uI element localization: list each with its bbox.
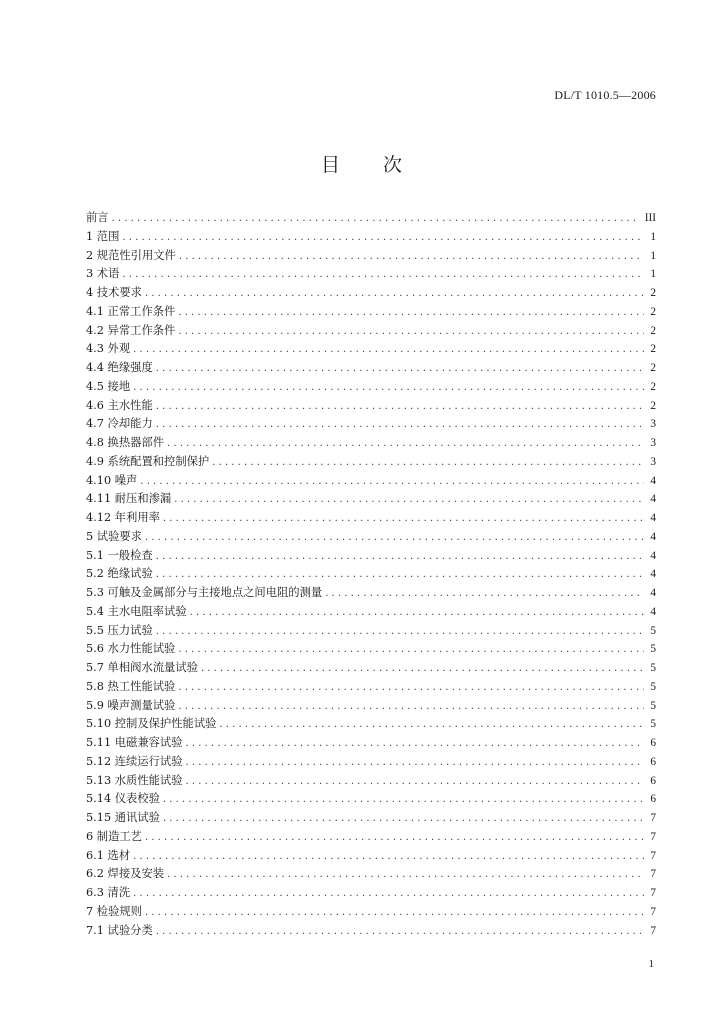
toc-entry-page: 7 <box>650 849 656 862</box>
dot-leader <box>156 398 645 417</box>
toc-entry-label: 4.5 接地 <box>86 379 131 393</box>
dot-leader <box>145 904 644 923</box>
toc-entry-page: 4 <box>650 512 656 524</box>
toc-entry[interactable] <box>86 734 656 753</box>
toc-entry[interactable] <box>86 415 656 434</box>
toc-entry-page: 5 <box>650 699 656 712</box>
toc-title-part1: 目 <box>320 154 341 176</box>
toc-entry-label: 5.7 单相阀水流量试验 <box>86 661 198 674</box>
toc-entry[interactable] <box>86 340 656 359</box>
toc-entry-label: 5.4 主水电阻率试验 <box>86 604 187 618</box>
toc-entry-page: 7 <box>650 812 656 824</box>
toc-entry-page: 2 <box>650 399 656 412</box>
toc-entry-page: 2 <box>650 380 656 393</box>
dot-leader <box>156 360 645 379</box>
dot-leader <box>156 416 645 435</box>
toc-entry-label: 2 规范性引用文件 <box>86 248 176 262</box>
toc-entry-label: 1 范围 <box>86 229 120 243</box>
dot-leader <box>140 473 644 492</box>
toc-entry[interactable] <box>86 678 656 697</box>
toc-entry-page: 5 <box>650 718 656 731</box>
dot-leader <box>212 454 644 473</box>
toc-entry-page: 5 <box>650 624 656 637</box>
toc-entry[interactable] <box>86 265 656 284</box>
dot-leader <box>186 773 645 792</box>
toc-entry-label: 7 检验规则 <box>86 904 142 918</box>
toc-entry[interactable] <box>86 397 656 416</box>
dot-leader <box>122 229 644 248</box>
dot-leader <box>178 304 644 323</box>
toc-entry-label: 5.10 控制及保护性能试验 <box>86 717 217 731</box>
toc-entry-label: 4.8 换热器部件 <box>86 436 165 449</box>
toc-title <box>0 150 724 177</box>
toc-entry-page: 2 <box>650 305 656 318</box>
toc-entry[interactable] <box>86 453 656 472</box>
toc-entry[interactable] <box>86 528 656 547</box>
dot-leader <box>163 791 644 810</box>
toc-entry-page: 6 <box>650 737 656 749</box>
toc-entry[interactable] <box>86 359 656 378</box>
toc-entry-label: 5.14 仪表校验 <box>86 792 160 806</box>
dot-leader <box>112 210 639 229</box>
toc-entry[interactable] <box>86 715 656 734</box>
toc-entry-label: 4.12 年利用率 <box>86 511 160 524</box>
dot-leader <box>178 679 644 698</box>
toc-entry-label: 6.3 清洗 <box>86 886 131 899</box>
table-of-contents <box>86 209 656 940</box>
toc-entry-label: 5.11 电磁兼容试验 <box>86 736 183 749</box>
toc-entry-label: 5 试验要求 <box>86 529 142 543</box>
toc-entry[interactable] <box>86 509 656 528</box>
toc-entry-page: 2 <box>650 287 656 299</box>
dot-leader <box>219 716 644 735</box>
toc-entry[interactable] <box>86 378 656 397</box>
dot-leader <box>133 885 644 904</box>
document-code: DL/T 1010.5—2006 <box>554 88 656 102</box>
toc-entry[interactable] <box>86 247 656 266</box>
toc-entry-label: 5.8 热工性能试验 <box>86 679 176 693</box>
dot-leader <box>163 810 644 829</box>
toc-entry[interactable] <box>86 303 656 322</box>
toc-entry-label: 4.10 噪声 <box>86 473 138 487</box>
toc-entry-page: III <box>644 212 656 224</box>
dot-leader <box>179 248 644 267</box>
toc-entry-page: 5 <box>650 643 656 656</box>
toc-entry[interactable] <box>86 284 656 303</box>
toc-entry-page: 6 <box>650 774 656 787</box>
dot-leader <box>156 923 645 942</box>
toc-entry[interactable] <box>86 772 656 791</box>
toc-entry[interactable] <box>86 697 656 716</box>
toc-entry-page: 4 <box>650 549 656 562</box>
toc-entry-label: 4 技术要求 <box>86 286 142 299</box>
dot-leader <box>167 866 644 885</box>
toc-entry-page: 6 <box>650 755 656 768</box>
toc-entry-label: 5.13 水质性能试验 <box>86 773 183 787</box>
dot-leader <box>186 735 645 754</box>
dot-leader <box>156 566 645 585</box>
toc-entry-label: 5.9 噪声测量试验 <box>86 698 176 712</box>
toc-entry[interactable] <box>86 790 656 809</box>
toc-entry[interactable] <box>86 322 656 341</box>
dot-leader <box>133 341 644 360</box>
toc-entry-label: 6 制造工艺 <box>86 829 142 843</box>
toc-entry-label: 3 术语 <box>86 267 120 281</box>
toc-entry-label: 4.11 耐压和渗漏 <box>86 492 172 506</box>
toc-entry[interactable] <box>86 847 656 866</box>
dot-leader <box>163 510 644 529</box>
toc-entry-label: 5.2 绝缘试验 <box>86 567 153 581</box>
toc-entry-page: 7 <box>650 830 656 843</box>
dot-leader <box>122 266 644 285</box>
toc-entry[interactable] <box>86 828 656 847</box>
dot-leader <box>133 848 644 867</box>
dot-leader <box>145 285 644 304</box>
toc-entry-label: 4.2 异常工作条件 <box>86 323 176 337</box>
toc-entry-page: 6 <box>650 793 656 806</box>
toc-entry-page: 4 <box>650 530 656 543</box>
toc-entry-label: 4.6 主水性能 <box>86 398 153 412</box>
toc-title-part2: 次 <box>383 154 404 176</box>
toc-entry-page: 4 <box>650 587 656 599</box>
toc-entry-label: 7.1 试验分类 <box>86 923 153 937</box>
toc-entry-page: 4 <box>650 474 656 487</box>
toc-entry-page: 7 <box>650 924 656 937</box>
toc-entry[interactable] <box>86 659 656 678</box>
dot-leader <box>145 529 644 548</box>
toc-entry-label: 前言 <box>86 211 109 224</box>
dot-leader <box>174 491 644 510</box>
dot-leader <box>156 623 645 642</box>
toc-entry-label: 5.1 一般检查 <box>86 548 153 562</box>
dot-leader <box>178 323 644 342</box>
toc-entry-label: 5.5 压力试验 <box>86 623 153 637</box>
toc-entry[interactable] <box>86 209 656 228</box>
toc-entry[interactable] <box>86 228 656 247</box>
dot-leader <box>178 698 644 717</box>
toc-entry-page: 3 <box>650 418 656 431</box>
toc-entry-label: 4.9 系统配置和控制保护 <box>86 454 210 468</box>
toc-entry-page: 4 <box>650 493 656 506</box>
page-number: 1 <box>648 958 654 970</box>
toc-entry-label: 4.4 绝缘强度 <box>86 361 153 374</box>
toc-entry-page: 2 <box>650 343 656 356</box>
toc-entry-label: 4.1 正常工作条件 <box>86 304 176 318</box>
toc-entry-page: 2 <box>650 324 656 337</box>
toc-entry-page: 3 <box>650 437 656 449</box>
toc-entry-page: 2 <box>650 362 656 374</box>
toc-entry[interactable] <box>86 490 656 509</box>
toc-entry-label: 5.12 连续运行试验 <box>86 754 183 768</box>
toc-entry[interactable] <box>86 565 656 584</box>
toc-entry[interactable] <box>86 884 656 903</box>
toc-entry[interactable] <box>86 603 656 622</box>
toc-entry-label: 5.3 可触及金属部分与主接地点之间电阻的测量 <box>86 586 323 599</box>
toc-entry[interactable] <box>86 865 656 884</box>
dot-leader <box>325 585 644 604</box>
toc-entry[interactable] <box>86 434 656 453</box>
dot-leader <box>178 641 644 660</box>
toc-entry-page: 1 <box>650 230 656 243</box>
toc-entry-label: 4.7 冷却能力 <box>86 417 153 431</box>
toc-entry-page: 5 <box>650 680 656 693</box>
toc-entry[interactable] <box>86 622 656 641</box>
dot-leader <box>201 660 644 679</box>
dot-leader <box>186 754 645 773</box>
toc-entry-label: 6.2 焊接及安装 <box>86 867 165 881</box>
toc-entry[interactable] <box>86 753 656 772</box>
dot-leader <box>156 548 645 567</box>
toc-entry-label: 5.15 通讯试验 <box>86 811 160 824</box>
toc-entry-page: 4 <box>650 605 656 618</box>
dot-leader <box>190 604 645 623</box>
toc-entry[interactable] <box>86 472 656 491</box>
toc-entry-page: 7 <box>650 887 656 899</box>
toc-entry-label: 4.3 外观 <box>86 342 131 356</box>
toc-entry[interactable] <box>86 922 656 941</box>
toc-entry[interactable] <box>86 547 656 566</box>
toc-entry[interactable] <box>86 903 656 922</box>
toc-entry-page: 3 <box>650 455 656 468</box>
toc-entry-page: 1 <box>650 249 656 262</box>
dot-leader <box>133 379 644 398</box>
toc-entry[interactable] <box>86 584 656 603</box>
toc-entry-page: 1 <box>650 268 656 281</box>
toc-entry[interactable] <box>86 640 656 659</box>
toc-entry[interactable] <box>86 809 656 828</box>
toc-entry-page: 5 <box>650 662 656 674</box>
dot-leader <box>167 435 644 454</box>
toc-entry-page: 7 <box>650 868 656 881</box>
dot-leader <box>145 829 644 848</box>
toc-entry-page: 4 <box>650 568 656 581</box>
toc-entry-page: 7 <box>650 905 656 918</box>
toc-entry-label: 6.1 选材 <box>86 848 131 862</box>
toc-entry-label: 5.6 水力性能试验 <box>86 642 176 656</box>
